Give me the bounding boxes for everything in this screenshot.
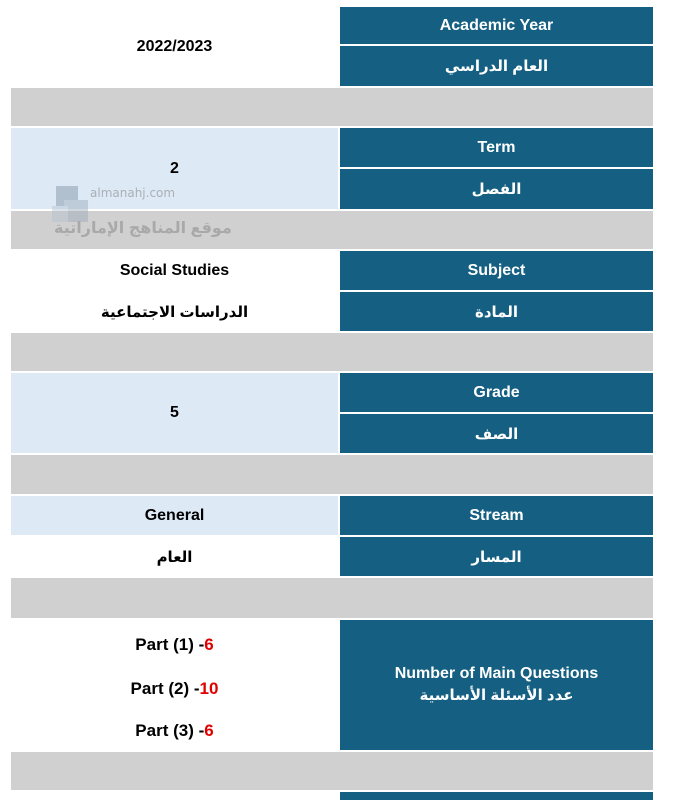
part-2-label: Part (2) -: [130, 678, 200, 698]
stream-value-ar: العام: [11, 537, 338, 576]
spacer-row: [11, 211, 653, 249]
academic-year-value: 2022/2023: [11, 7, 338, 86]
part-1-row: [11, 624, 338, 666]
spacer-row: [11, 88, 653, 126]
part-2-row: [11, 668, 338, 709]
spacer-row: [11, 752, 653, 790]
watermark-logo-text: موقع المناهج الإماراتية: [54, 220, 232, 237]
spacer-row: [11, 333, 653, 371]
stream-label-en: Stream: [340, 496, 653, 535]
subject-value-en: Social Studies: [11, 251, 338, 290]
academic-year-label-en: Academic Year: [340, 7, 653, 44]
term-label-ar: الفصل: [340, 169, 653, 209]
stream-label-ar: المسار: [340, 537, 653, 576]
part-3-label: Part (3) -: [135, 720, 205, 740]
term-value: 2: [11, 128, 338, 209]
grade-label-en: Grade: [340, 373, 653, 412]
stream-value-en: General: [11, 496, 338, 535]
part-1-label: Part (1) -: [135, 635, 205, 654]
spacer-row: [11, 578, 653, 618]
part-2-count: 10: [199, 678, 219, 698]
academic-year-label-ar: العام الدراسي: [340, 46, 653, 86]
grade-value: 5: [11, 373, 338, 453]
main-questions-label: [340, 620, 653, 750]
subject-value-ar: الدراسات الاجتماعية: [11, 292, 338, 331]
grade-label-ar: الصف: [340, 414, 653, 453]
next-row-header: [340, 792, 653, 800]
main-questions-label-en: Number of Main Questions: [394, 665, 599, 682]
part-3-count: 6: [204, 720, 214, 740]
part-3-row: [11, 711, 338, 750]
main-questions-label-ar: عدد الأسئلة الأساسية: [419, 687, 574, 704]
spacer-row: [11, 455, 653, 494]
subject-label-en: Subject: [340, 251, 653, 290]
watermark-url: almanahj.com: [90, 186, 176, 200]
subject-label-ar: المادة: [340, 292, 653, 331]
term-label-en: Term: [340, 128, 653, 167]
part-1-count: 6: [204, 635, 214, 654]
